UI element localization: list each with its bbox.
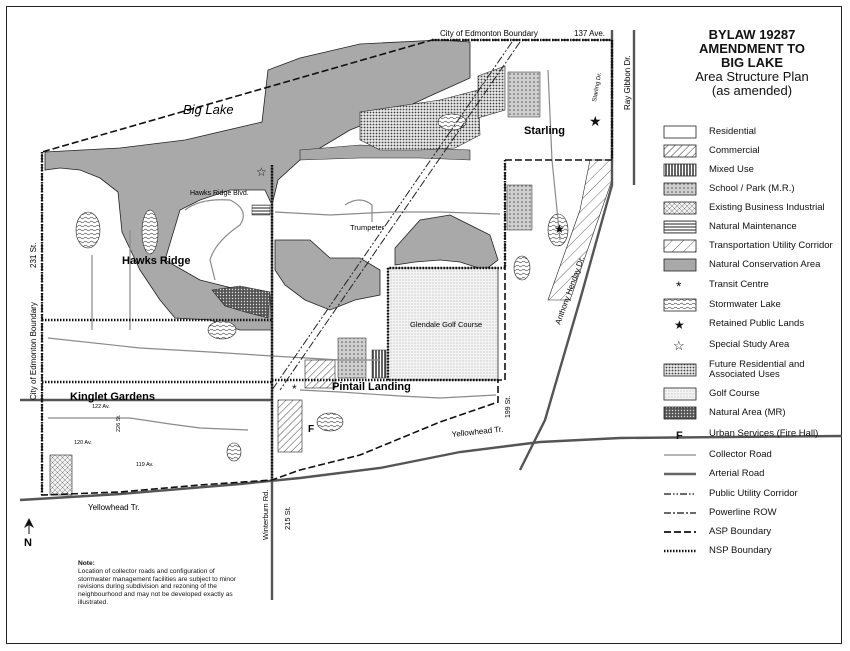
stormwater-lake-2 bbox=[142, 210, 158, 254]
legend-label: Existing Business Industrial bbox=[709, 202, 825, 213]
svg-text:N: N bbox=[24, 537, 32, 548]
legend-label: Arterial Road bbox=[709, 468, 765, 479]
label-kinglet: Kinglet Gardens bbox=[70, 391, 155, 403]
solid-gray-icon bbox=[662, 258, 698, 272]
legend-label: Mixed Use bbox=[709, 164, 754, 175]
business-industrial bbox=[50, 455, 72, 495]
plan-name: BIG LAKE bbox=[720, 55, 784, 70]
future-residential-ne bbox=[478, 66, 505, 118]
svg-text:F: F bbox=[676, 430, 683, 441]
legend-label: Future Residential and Associated Uses bbox=[709, 359, 805, 380]
map-note bbox=[78, 560, 248, 607]
legend-item-transit-centre bbox=[662, 277, 769, 293]
legend-item-asp-boundary bbox=[662, 524, 771, 540]
legend-item-public-utility-corridor bbox=[662, 486, 798, 502]
note-heading: Note: bbox=[78, 560, 95, 567]
special-study-marker: ☆ bbox=[256, 165, 267, 179]
sparse-diagonal-icon bbox=[662, 239, 698, 253]
legend-item-powerline-row bbox=[662, 505, 777, 521]
legend-label: Commercial bbox=[709, 145, 760, 156]
retained-land-marker-2: ★ bbox=[554, 222, 565, 236]
stormwater-lake-3 bbox=[208, 321, 236, 339]
svg-text:★: ★ bbox=[674, 318, 685, 331]
north-arrow-icon bbox=[22, 518, 36, 548]
label-hawks-ridge: Hawks Ridge bbox=[122, 255, 191, 267]
dotted-bold-icon bbox=[662, 544, 698, 558]
label-yellowhead-left: Yellowhead Tr. bbox=[88, 503, 140, 512]
thin-line-icon bbox=[662, 448, 698, 462]
legend-item-retained-public-lands bbox=[662, 316, 804, 332]
legend-item-natural-conservation-area bbox=[662, 257, 820, 273]
legend-label: Collector Road bbox=[709, 449, 772, 460]
retained-land-marker-1: ★ bbox=[589, 113, 602, 129]
dash-dot-dot-icon bbox=[662, 487, 698, 501]
legend-label: School / Park (M.R.) bbox=[709, 183, 795, 194]
label-hawks-ridge-blvd: Hawks Ridge Blvd. bbox=[190, 190, 249, 197]
dense-dots-icon bbox=[662, 363, 698, 377]
crosshatch-icon bbox=[662, 201, 698, 215]
legend-item-school-park-m-r bbox=[662, 181, 795, 197]
label-trumpeter: Trumpeter bbox=[350, 223, 385, 232]
legend-label: Powerline ROW bbox=[709, 507, 777, 518]
amendment-title: AMENDMENT TO bbox=[699, 41, 805, 56]
dots-gray-icon bbox=[662, 182, 698, 196]
white-box-icon bbox=[662, 125, 698, 139]
legend-label: Natural Area (MR) bbox=[709, 407, 786, 418]
commercial-2 bbox=[305, 360, 335, 388]
label-starling-dr: Starling Dr. bbox=[592, 72, 604, 103]
stormwater-lake-8 bbox=[227, 443, 241, 461]
legend-label: Natural Conservation Area bbox=[709, 259, 821, 270]
asterisk-thin-icon bbox=[662, 278, 698, 292]
label-ray-gibbon: Ray Gibbon Dr. bbox=[623, 55, 632, 110]
label-pintail: Pintail Landing bbox=[332, 381, 411, 393]
legend-label: ASP Boundary bbox=[709, 526, 772, 537]
horizontal-lines-icon bbox=[662, 220, 698, 234]
legend-label: Residential bbox=[709, 126, 756, 137]
legend-item-collector-road bbox=[662, 447, 772, 463]
legend-label: Retained Public Lands bbox=[709, 318, 805, 329]
legend-item-special-study-area bbox=[662, 337, 789, 353]
legend-label: Special Study Area bbox=[709, 339, 790, 350]
label-137-ave: 137 Ave. bbox=[574, 29, 605, 38]
conservation-middle bbox=[275, 240, 380, 310]
label-yellowhead-right: Yellowhead Tr. bbox=[451, 424, 504, 439]
note-text: Location of collector roads and configuration of stormwater management facilities are subject to minor revisions during subdivision and rezoning of the neighbourhood and may not be developed exactly as illustrated. bbox=[78, 567, 236, 606]
plan-status: (as amended) bbox=[711, 83, 793, 98]
mixed-use bbox=[372, 350, 386, 378]
plan-subtitle: Area Structure Plan bbox=[695, 69, 809, 84]
vertical-hatch-icon bbox=[662, 163, 698, 177]
label-226-st: 226 St. bbox=[116, 414, 122, 432]
title-block bbox=[662, 28, 842, 98]
stormwater-lake-1 bbox=[76, 212, 100, 248]
north-arrow bbox=[22, 518, 36, 553]
svg-text:*: * bbox=[676, 278, 682, 292]
legend-label: NSP Boundary bbox=[709, 545, 772, 556]
dark-dots-icon bbox=[662, 406, 698, 420]
letter-f-icon bbox=[662, 427, 698, 441]
stipple-icon bbox=[662, 387, 698, 401]
legend-item-existing-business-industrial bbox=[662, 200, 825, 216]
wave-box-icon bbox=[662, 298, 698, 312]
label-anthony-henday: Anthony Henday Dr. bbox=[553, 255, 587, 326]
label-glendale: Glendale Golf Course bbox=[410, 320, 483, 329]
legend-label: Public Utility Corridor bbox=[709, 488, 798, 499]
star-black-icon bbox=[662, 317, 698, 331]
legend-item-future-residential-and-associated-uses bbox=[662, 359, 805, 380]
legend-item-golf-course bbox=[662, 386, 760, 402]
star-outline-icon bbox=[662, 338, 698, 352]
svg-text:☆: ☆ bbox=[673, 338, 685, 352]
label-215-st: 215 St. bbox=[283, 506, 292, 530]
label-122-av: 122 Av. bbox=[92, 404, 110, 410]
label-fire-hall-marker: F bbox=[308, 424, 315, 435]
label-city-boundary-left: City of Edmonton Boundary bbox=[29, 302, 38, 400]
legend-label: Transportation Utility Corridor bbox=[709, 240, 833, 251]
stormwater-lake-4 bbox=[438, 114, 466, 130]
legend-label: Golf Course bbox=[709, 388, 760, 399]
label-199-st: 199 St. bbox=[505, 395, 512, 418]
legend-label: Natural Maintenance bbox=[709, 221, 797, 232]
diagonal-hatch-icon bbox=[662, 144, 698, 158]
school-park-1 bbox=[507, 185, 532, 230]
label-winterburn: Winterburn Rd. bbox=[261, 489, 270, 540]
legend-label: Stormwater Lake bbox=[709, 299, 781, 310]
bylaw-title: BYLAW 19287 bbox=[708, 27, 796, 42]
label-big-lake: Big Lake bbox=[183, 102, 234, 117]
long-dash-icon bbox=[662, 525, 698, 539]
legend-item-residential bbox=[662, 124, 756, 140]
legend-label: Transit Centre bbox=[709, 279, 769, 290]
thick-line-icon bbox=[662, 467, 698, 481]
legend-item-mixed-use bbox=[662, 162, 754, 178]
natural-maintenance bbox=[252, 205, 270, 215]
legend-item-arterial-road bbox=[662, 466, 764, 482]
school-park-3 bbox=[508, 72, 540, 117]
stormwater-lake-6 bbox=[514, 256, 530, 280]
commercial-1 bbox=[278, 400, 302, 452]
legend-item-urban-services-fire-hall bbox=[662, 426, 818, 442]
label-120-av: 120 Av. bbox=[74, 440, 92, 446]
legend-item-transportation-utility-corridor bbox=[662, 238, 833, 254]
legend-item-commercial bbox=[662, 143, 760, 159]
legend-item-natural-maintenance bbox=[662, 219, 797, 235]
conservation-east bbox=[395, 215, 498, 270]
legend-label: Urban Services (Fire Hall) bbox=[709, 428, 819, 439]
legend-item-natural-area-mr bbox=[662, 405, 786, 421]
legend-item-stormwater-lake bbox=[662, 297, 781, 313]
transit-centre-marker: * bbox=[292, 382, 297, 396]
label-119-av: 119 Av. bbox=[136, 462, 154, 468]
school-park-2 bbox=[338, 338, 366, 378]
dash-dot-icon bbox=[662, 506, 698, 520]
label-city-boundary-top: City of Edmonton Boundary bbox=[440, 29, 538, 38]
label-starling: Starling bbox=[524, 125, 565, 137]
stormwater-lake-7 bbox=[317, 413, 343, 431]
label-231-st: 231 St. bbox=[29, 242, 38, 268]
legend-item-nsp-boundary bbox=[662, 543, 772, 559]
